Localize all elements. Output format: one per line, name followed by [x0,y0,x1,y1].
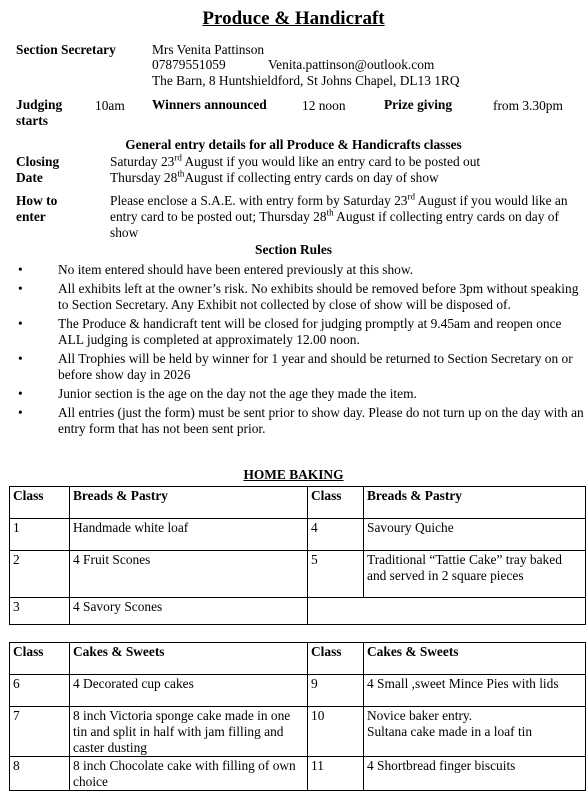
rule-item: • Junior section is the age on the day not the age they made the item. [16,386,584,402]
breads-header: Breads & Pastry [364,487,586,519]
table-row: 3 4 Savory Scones [10,598,586,625]
cakes-table [9,642,586,791]
table-row: 2 4 Fruit Scones 5 Traditional “Tattie Cake” tray baked and served in 2 square pieces [10,551,586,598]
rules-list [16,262,584,440]
class-header: Class [10,487,70,519]
closing-label: Closing Date [16,154,60,185]
winners-label: Winners announced [152,97,267,112]
rule-item: • No item entered should have been entered previously at this show. [16,262,584,278]
breads-header: Breads & Pastry [70,487,308,519]
winners-time: 12 noon [302,98,346,113]
secretary-name: Mrs Venita Pattinson [152,42,265,57]
table-row: 1 Handmade white loaf 4 Savoury Quiche [10,519,586,551]
class-header: Class [10,643,70,675]
home-baking-heading: HOME BAKING [243,467,344,482]
closing-details: Saturday 23rd August if you would like an entry card to be posted out Thursday 28thAugust if collecting entry cards on day of show [110,152,481,185]
class-header: Class [308,487,364,519]
class-header: Class [308,643,364,675]
judging-time: 10am [95,98,125,113]
rules-heading: Section Rules [255,242,332,257]
secretary-email: Venita.pattinson@outlook.com [268,57,435,72]
page-title: Produce & Handicraft [202,8,385,29]
table-row: 8 8 inch Chocolate cake with filling of own choice 11 4 Shortbread finger biscuits [10,757,586,791]
rule-item: • All exhibits left at the owner’s risk. No exhibits should be removed before 3pm without speaking to Section Secretary. Any Exhibit not collected by close of show will be disposed of. [16,281,584,313]
secretary-label: Section Secretary [16,42,116,57]
prize-label: Prize giving [384,97,453,112]
general-heading: General entry details for all Produce & Handicrafts classes [125,137,462,152]
breads-table [9,486,586,625]
rule-item: • All entries (just the form) must be sent prior to show day. Please do not turn up on the day with an entry form that has not been sent prior. [16,405,584,437]
judging-label: Judging starts [16,97,63,128]
table-row: 7 8 inch Victoria sponge cake made in one tin and split in half with jam filling and caster dusting 10 Novice baker entry. Sultana cake made in a loaf tin [10,707,586,757]
rule-item: • The Produce & handicraft tent will be closed for judging promptly at 9.45am and reopen once ALL judging is completed at approximately 12.00 noon. [16,316,584,348]
secretary-address: The Barn, 8 Huntshieldford, St Johns Chapel, DL13 1RQ [152,73,460,88]
table-row: 6 4 Decorated cup cakes 9 4 Small ,sweet Mince Pies with lids [10,675,586,707]
how-details: Please enclose a S.A.E. with entry form by Saturday 23rd August if you would like an entry card to be posted out; Thursday 28th August if collecting entry cards on day of show [110,191,568,240]
secretary-phone: 07879551059 [152,57,226,72]
cakes-header: Cakes & Sweets [70,643,308,675]
how-label: How to enter [16,193,58,224]
cakes-header: Cakes & Sweets [364,643,586,675]
rule-item: • All Trophies will be held by winner for 1 year and should be returned to Section Secretary on or before show day in 2026 [16,351,584,383]
prize-time: from 3.30pm [493,98,563,113]
